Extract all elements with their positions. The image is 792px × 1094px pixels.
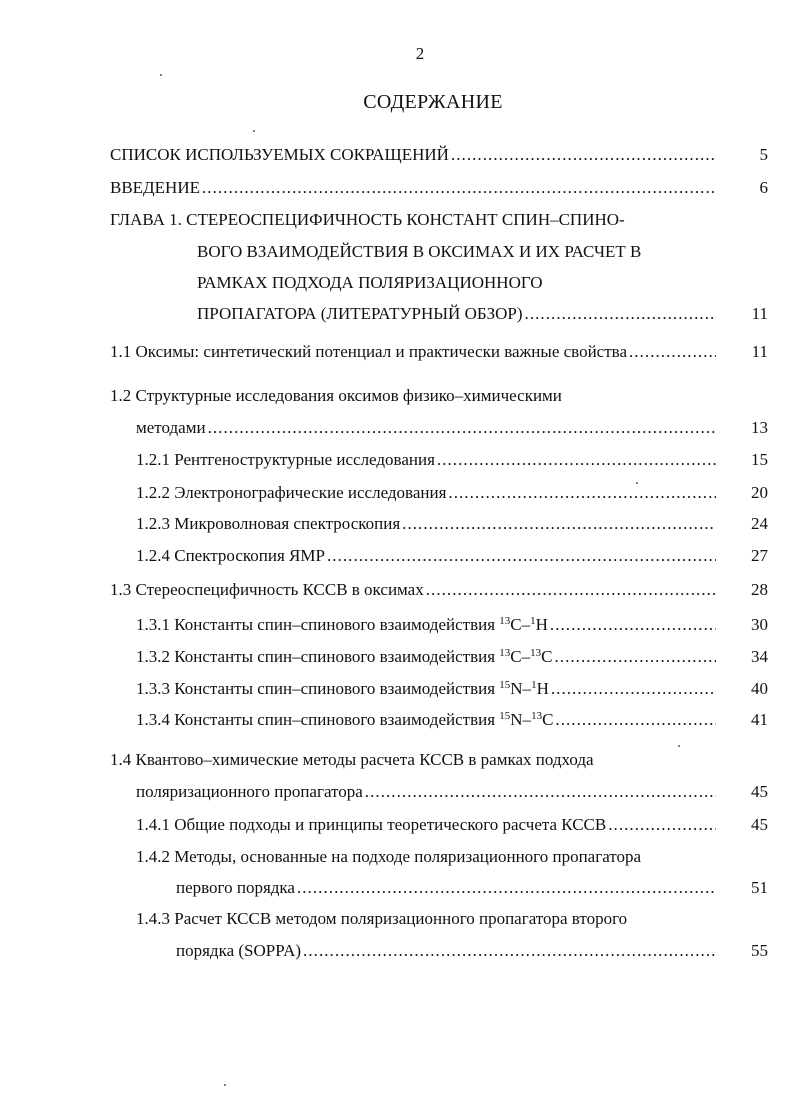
dot-leader bbox=[554, 645, 716, 669]
isotope-mass: 1 bbox=[530, 615, 536, 627]
dot-leader bbox=[297, 876, 716, 900]
toc-entry-page: 45 bbox=[751, 815, 768, 834]
toc-subsection-1-2-2[interactable] bbox=[136, 481, 718, 505]
toc-entry-label: поляризационного пропагатора bbox=[136, 782, 363, 801]
toc-entry-page: 27 bbox=[751, 546, 768, 565]
toc-entry-page: 30 bbox=[751, 615, 768, 634]
toc-entry-label: 1.2.1 Рентгеноструктурные исследования bbox=[136, 450, 435, 469]
toc-subsection-1-2-4[interactable] bbox=[136, 544, 718, 568]
toc-section-1-2-line-2[interactable] bbox=[136, 416, 718, 440]
element-symbol: C– bbox=[510, 647, 531, 666]
toc-subsection-1-4-3-line-2[interactable] bbox=[176, 939, 718, 963]
toc-entry-page: 11 bbox=[751, 342, 768, 361]
isotope-mass: 13 bbox=[531, 710, 543, 722]
toc-entry-label: первого порядка bbox=[176, 878, 295, 897]
dot-leader bbox=[608, 813, 716, 837]
toc-entry-page: 34 bbox=[751, 647, 768, 666]
toc-entry-page: 28 bbox=[751, 580, 768, 599]
toc-entry-label bbox=[136, 645, 552, 669]
dot-leader bbox=[550, 613, 716, 637]
element-symbol: N– bbox=[510, 679, 532, 698]
toc-entry-label bbox=[136, 613, 548, 637]
toc-entry-page: 51 bbox=[751, 878, 768, 897]
toc-entry-label: 1.2.4 Спектроскопия ЯМР bbox=[136, 546, 325, 565]
element-symbol: C bbox=[541, 647, 553, 666]
toc-subsection-1-3-2[interactable] bbox=[136, 645, 718, 669]
toc-chapter-1-line-2[interactable]: ВОГО ВЗАИМОДЕЙСТВИЯ В ОКСИМАХ И ИХ РАСЧЕТ В bbox=[197, 242, 642, 261]
toc-entry-page: 41 bbox=[751, 710, 768, 729]
toc-entry-label bbox=[136, 708, 553, 732]
element-symbol: H bbox=[535, 615, 548, 634]
dot-leader bbox=[555, 708, 716, 732]
dot-leader bbox=[437, 448, 716, 472]
element-symbol: C– bbox=[510, 615, 531, 634]
label-text: 1.3.3 Константы спин–спинового взаимодействия bbox=[136, 679, 500, 698]
toc-subsection-1-2-1[interactable] bbox=[136, 448, 718, 472]
toc-entry-label: 1.4.1 Общие подходы и принципы теоретического расчета КССВ bbox=[136, 815, 607, 834]
page-title: СОДЕРЖАНИЕ bbox=[363, 91, 503, 113]
toc-section-1-3[interactable] bbox=[110, 578, 718, 602]
toc-subsection-1-3-1[interactable] bbox=[136, 613, 718, 637]
dot-leader bbox=[629, 340, 716, 364]
toc-entry-page: 15 bbox=[751, 450, 768, 469]
toc-entry-label: 1.2.2 Электронографические исследования bbox=[136, 483, 447, 502]
toc-entry-page: 45 bbox=[751, 782, 768, 801]
element-symbol: C bbox=[542, 710, 554, 729]
isotope-mass: 1 bbox=[531, 679, 537, 691]
toc-entry-label bbox=[136, 677, 549, 701]
toc-section-1-4-line-1[interactable]: 1.4 Квантово–химические методы расчета КССВ в рамках подхода bbox=[110, 750, 594, 769]
scan-speck bbox=[224, 1084, 226, 1086]
toc-chapter-1-line-1[interactable]: ГЛАВА 1. СТЕРЕОСПЕЦИФИЧНОСТЬ КОНСТАНТ СПИН–СПИНО- bbox=[110, 210, 625, 229]
toc-section-1-1[interactable] bbox=[110, 340, 718, 364]
dot-leader bbox=[202, 176, 716, 200]
dot-leader bbox=[426, 578, 716, 602]
scan-speck bbox=[636, 482, 638, 484]
toc-section-1-4-line-2[interactable] bbox=[136, 780, 718, 804]
dot-leader bbox=[448, 481, 716, 505]
toc-entry-page: 24 bbox=[751, 514, 768, 533]
scan-speck bbox=[160, 74, 162, 76]
toc-entry-label: порядка (SOPPA) bbox=[176, 941, 302, 960]
toc-entry-page: 6 bbox=[759, 178, 768, 197]
scan-speck bbox=[253, 130, 255, 132]
toc-entry-page: 5 bbox=[759, 145, 768, 164]
toc-subsection-1-4-2-line-1[interactable]: 1.4.2 Методы, основанные на подходе поляризационного пропагатора bbox=[136, 847, 642, 866]
dot-leader bbox=[208, 416, 716, 440]
isotope-mass: 13 bbox=[499, 647, 511, 659]
dot-leader bbox=[451, 143, 716, 167]
toc-entry-introduction[interactable] bbox=[110, 176, 718, 200]
toc-entry-label: методами bbox=[136, 418, 206, 437]
toc-entry-label: СПИСОК ИСПОЛЬЗУЕМЫХ СОКРАЩЕНИЙ bbox=[110, 145, 449, 164]
toc-entry-label: 1.2.3 Микроволновая спектроскопия bbox=[136, 514, 401, 533]
element-symbol: H bbox=[536, 679, 549, 698]
toc-entry-page: 20 bbox=[751, 483, 768, 502]
toc-entry-label: ВВЕДЕНИЕ bbox=[110, 178, 200, 197]
toc-entry-label: 1.3 Стереоспецифичность КССВ в оксимах bbox=[110, 580, 424, 599]
toc-entry-label: ПРОПАГАТОРА (ЛИТЕРАТУРНЫЙ ОБЗОР) bbox=[197, 304, 523, 323]
toc-subsection-1-3-3[interactable] bbox=[136, 677, 718, 701]
dot-leader bbox=[551, 677, 716, 701]
toc-entry-label: 1.1 Оксимы: синтетический потенциал и практически важные свойства bbox=[110, 342, 627, 361]
toc-subsection-1-4-1[interactable] bbox=[136, 813, 718, 837]
toc-section-1-2-line-1[interactable]: 1.2 Структурные исследования оксимов физико–химическими bbox=[110, 386, 562, 405]
element-symbol: N– bbox=[510, 710, 532, 729]
label-text: 1.3.2 Константы спин–спинового взаимодействия bbox=[136, 647, 500, 666]
dot-leader bbox=[303, 939, 716, 963]
dot-leader bbox=[365, 780, 716, 804]
toc-entry-page: 55 bbox=[751, 941, 768, 960]
scan-speck bbox=[678, 745, 680, 747]
page-number: 2 bbox=[415, 44, 425, 63]
isotope-mass: 15 bbox=[499, 710, 511, 722]
toc-subsection-1-4-3-line-1[interactable]: 1.4.3 Расчет КССВ методом поляризационного пропагатора второго bbox=[136, 909, 628, 928]
isotope-mass: 13 bbox=[499, 615, 511, 627]
dot-leader bbox=[327, 544, 716, 568]
dot-leader bbox=[402, 512, 716, 536]
toc-subsection-1-4-2-line-2[interactable] bbox=[176, 876, 718, 900]
toc-entry-page: 13 bbox=[751, 418, 768, 437]
isotope-mass: 15 bbox=[499, 679, 511, 691]
isotope-mass: 13 bbox=[530, 647, 542, 659]
toc-entry-page: 40 bbox=[751, 679, 768, 698]
toc-subsection-1-2-3[interactable] bbox=[136, 512, 718, 536]
label-text: 1.3.4 Константы спин–спинового взаимодействия bbox=[136, 710, 500, 729]
dot-leader bbox=[525, 302, 716, 326]
toc-entry-page: 11 bbox=[751, 304, 768, 323]
label-text: 1.3.1 Константы спин–спинового взаимодействия bbox=[136, 615, 500, 634]
toc-subsection-1-3-4[interactable] bbox=[136, 708, 718, 732]
toc-entry-abbreviations[interactable] bbox=[110, 143, 718, 167]
toc-chapter-1-line-4[interactable] bbox=[197, 302, 718, 326]
toc-chapter-1-line-3[interactable]: РАМКАХ ПОДХОДА ПОЛЯРИЗАЦИОННОГО bbox=[197, 273, 543, 292]
